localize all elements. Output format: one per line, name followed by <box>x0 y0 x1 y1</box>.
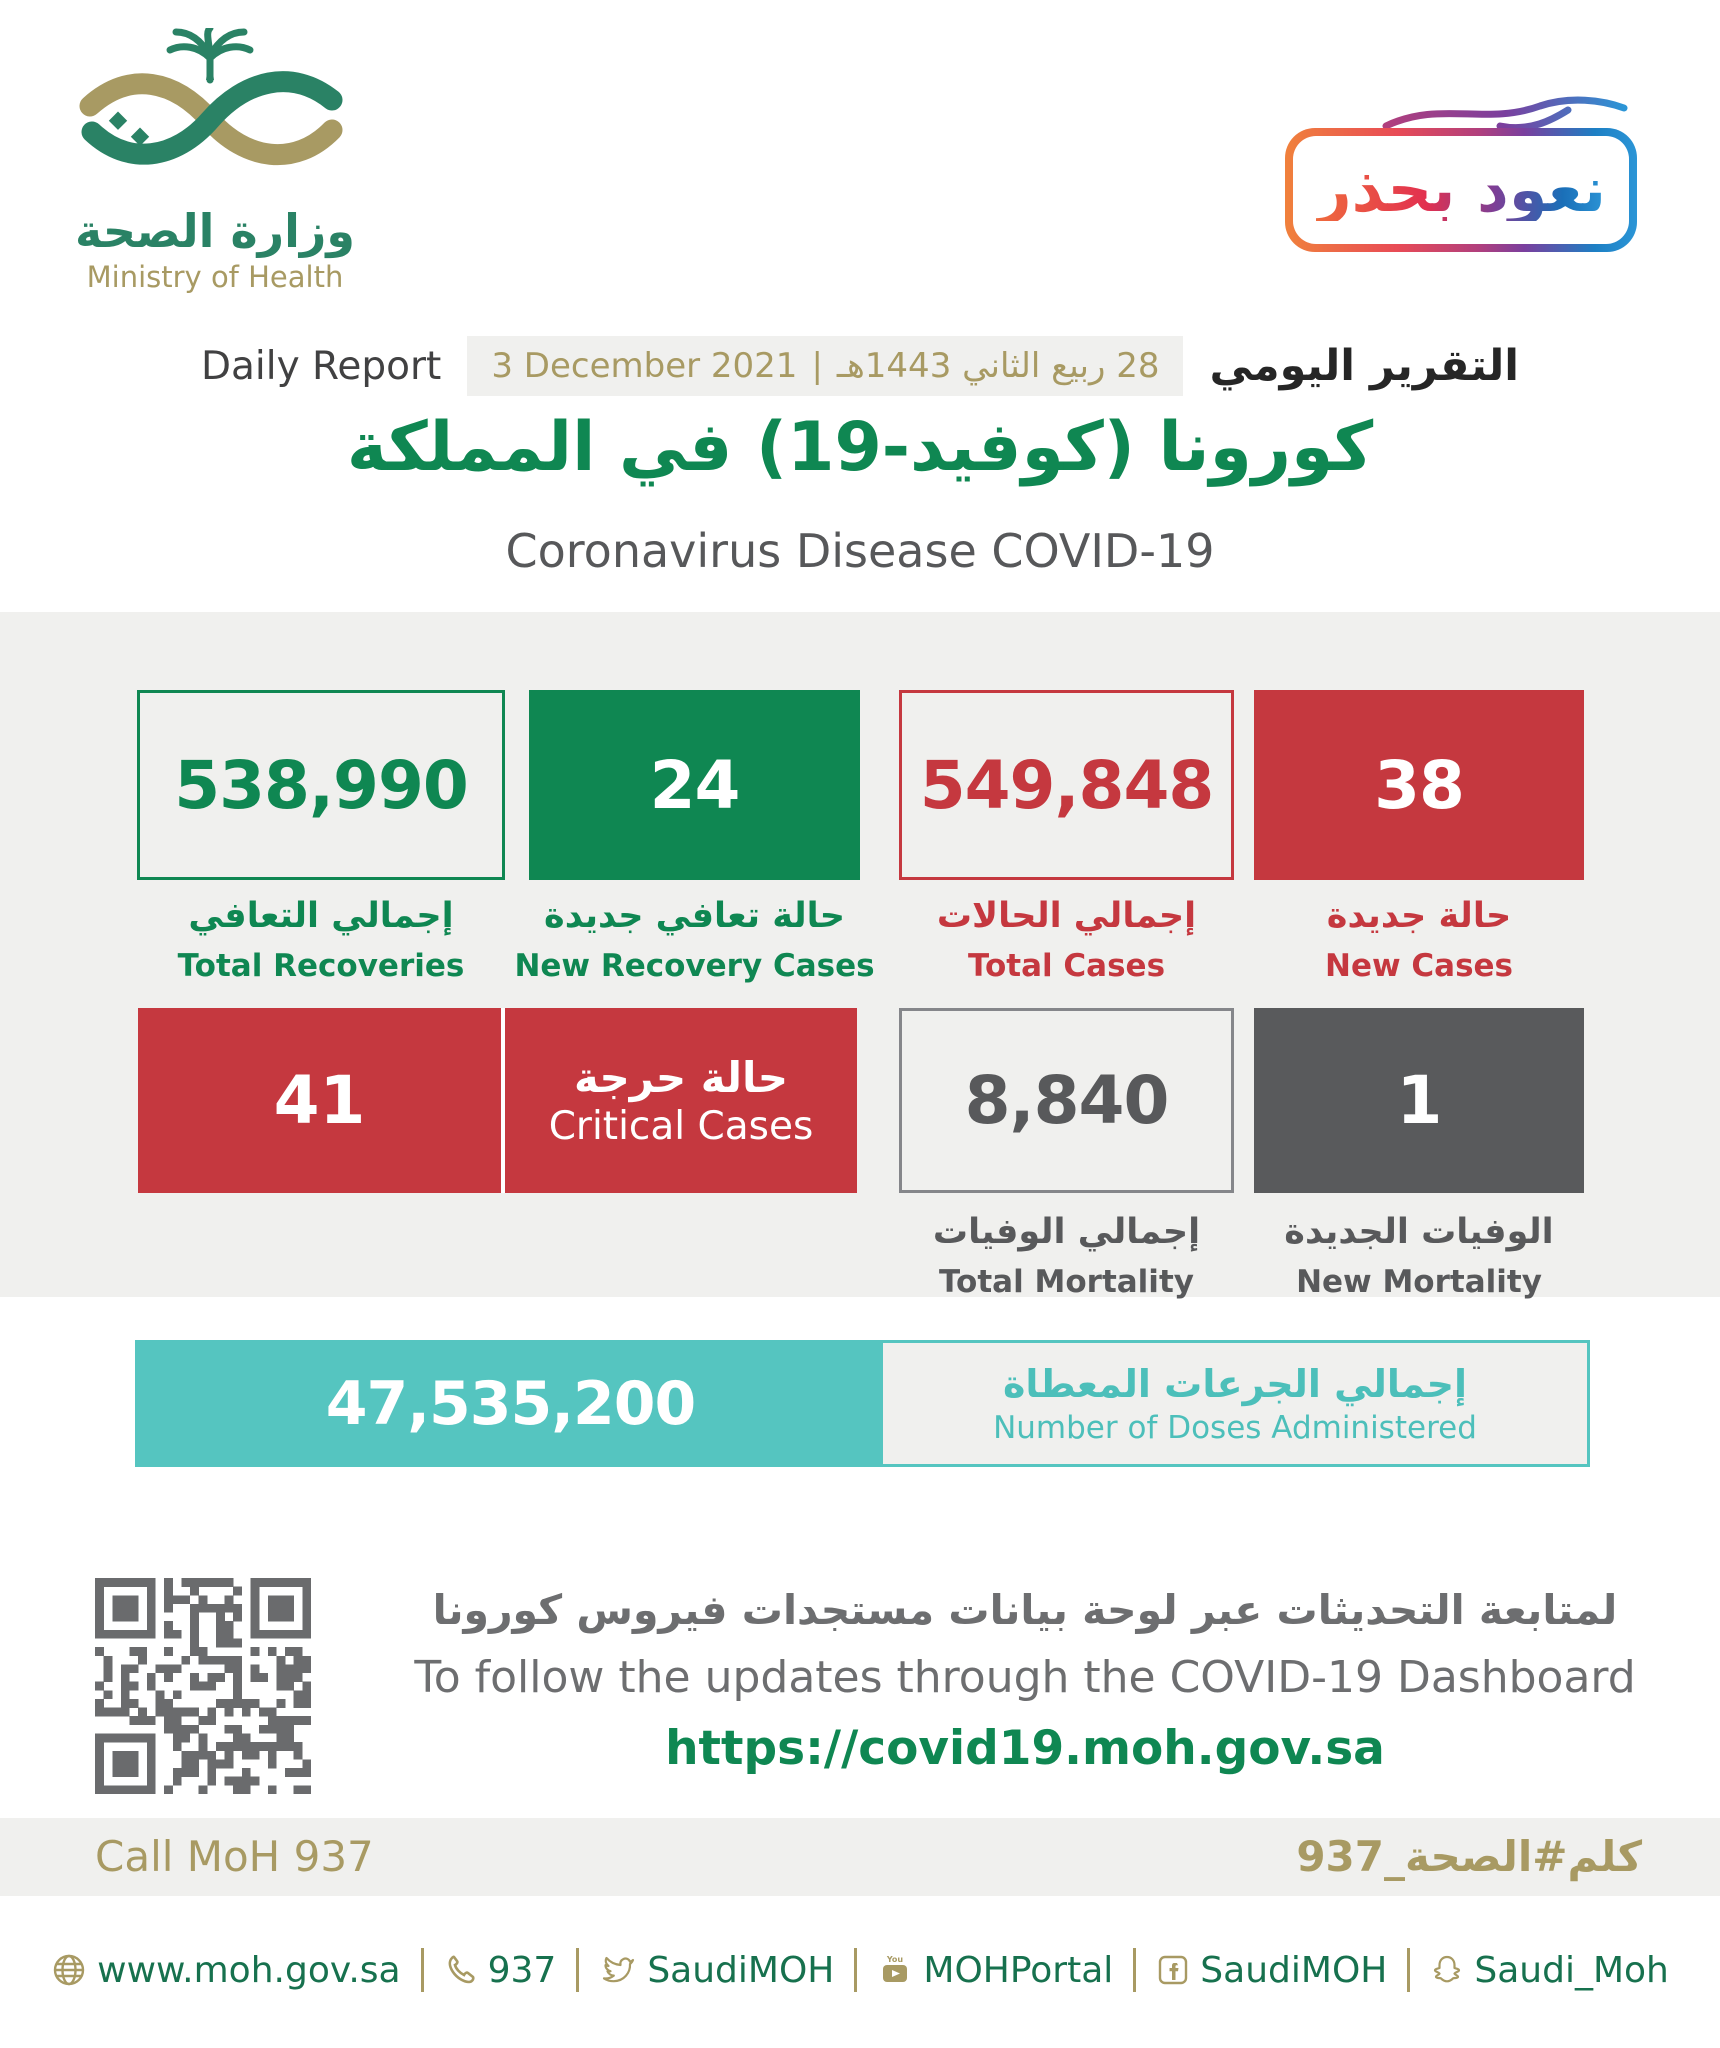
stat-card-new-mortality <box>1254 1008 1584 1193</box>
footer-item-website[interactable]: www.moh.gov.sa <box>51 1950 400 1991</box>
logo-name-arabic: وزارة الصحة <box>75 204 355 258</box>
critical-label-ar: حالة حرجة <box>573 1052 789 1102</box>
doses-administered-bar <box>135 1340 1590 1467</box>
dashboard-note-en: To follow the updates through the COVID-19 Dashboard <box>414 1652 1636 1703</box>
footer-item-youtube[interactable]: You MOHPortal <box>877 1950 1113 1991</box>
call-moh-english: Call MoH 937 <box>95 1832 374 1881</box>
moh-logo <box>60 28 370 294</box>
stat-value: 549,848 <box>919 746 1214 824</box>
daily-report-label-ar: التقرير اليومي <box>1209 341 1520 391</box>
footer-item-phone[interactable]: 937 <box>444 1950 557 1991</box>
footer-item-facebook[interactable]: SaudiMOH <box>1156 1950 1387 1991</box>
critical-value: 41 <box>138 1008 505 1193</box>
facebook-icon <box>1156 1953 1190 1987</box>
stat-card-new-cases <box>1254 690 1584 880</box>
label-total-recoveries-ar: إجمالي التعافي <box>188 896 454 936</box>
footer-separator <box>576 1948 579 1992</box>
label-total-cases-en: Total Cases <box>967 948 1166 984</box>
label-new-mortality-en: New Mortality <box>1296 1264 1542 1300</box>
svg-text:You: You <box>887 1955 904 1964</box>
stat-value: 538,990 <box>174 746 468 824</box>
twitter-icon <box>599 1953 637 1987</box>
footer-links <box>0 1948 1720 1992</box>
report-date-row <box>0 336 1720 396</box>
stat-card-total-cases <box>899 690 1234 880</box>
footer-separator <box>421 1948 424 1992</box>
stat-card-new-recoveries <box>529 690 860 880</box>
critical-label-en: Critical Cases <box>548 1103 814 1149</box>
report-date-box <box>467 336 1183 396</box>
label-new-recoveries-ar: حالة تعافي جديدة <box>544 896 845 936</box>
dashboard-note-ar: لمتابعة التحديثات عبر لوحة بيانات مستجدات فيروس كورونا <box>432 1586 1618 1634</box>
youtube-icon <box>877 1953 913 1987</box>
page-title-arabic: كورونا (كوفيد-19) في المملكة <box>346 408 1374 487</box>
stat-value: 38 <box>1374 746 1464 824</box>
footer-separator <box>1133 1948 1136 1992</box>
moh-palm-emblem-icon <box>60 28 370 200</box>
label-total-mortality-ar: إجمالي الوفيات <box>932 1212 1201 1252</box>
phone-icon <box>444 1953 478 1987</box>
stat-card-total-recoveries <box>137 690 505 880</box>
stat-card-critical-cases <box>138 1008 857 1193</box>
snapchat-icon <box>1430 1953 1464 1987</box>
stat-card-total-mortality <box>899 1008 1234 1193</box>
footer-separator <box>1407 1948 1410 1992</box>
label-total-cases-ar: إجمالي الحالات <box>936 896 1197 936</box>
date-separator: | <box>811 346 823 386</box>
footer-item-twitter[interactable]: SaudiMOH <box>599 1950 834 1991</box>
call-moh-hashtag-ar: كلم#الصحة_937 <box>1296 1832 1642 1881</box>
qr-code <box>95 1578 311 1794</box>
doses-value: 47,535,200 <box>138 1343 883 1464</box>
footer-item-snapchat[interactable]: Saudi_Moh <box>1430 1950 1668 1991</box>
footer-separator <box>854 1948 857 1992</box>
return-cautiously-badge <box>1285 128 1637 252</box>
stat-value: 24 <box>649 746 740 824</box>
label-new-mortality-ar: الوفيات الجديدة <box>1284 1212 1554 1252</box>
dashboard-note <box>330 1586 1720 1776</box>
call-moh-band <box>0 1818 1720 1896</box>
label-new-cases-en: New Cases <box>1325 948 1513 984</box>
label-new-cases-ar: حالة جديدة <box>1326 896 1512 936</box>
stat-value: 1 <box>1396 1062 1442 1139</box>
label-total-mortality-en: Total Mortality <box>939 1264 1194 1300</box>
doses-label-en: Number of Doses Administered <box>993 1409 1477 1446</box>
stat-value: 8,840 <box>964 1062 1169 1139</box>
logo-name-english: Ministry of Health <box>86 260 344 294</box>
label-total-recoveries-en: Total Recoveries <box>177 948 465 984</box>
page-title-english: Coronavirus Disease COVID-19 <box>505 524 1215 578</box>
dashboard-url-link[interactable]: https://covid19.moh.gov.sa <box>665 1721 1385 1776</box>
date-hijri: 28 ربيع الثاني 1443هـ <box>836 346 1160 386</box>
daily-report-label-en: Daily Report <box>200 343 442 389</box>
globe-icon <box>51 1952 87 1988</box>
label-new-recoveries-en: New Recovery Cases <box>514 948 875 984</box>
doses-label-ar: إجمالي الجرعات المعطاة <box>1003 1361 1467 1406</box>
date-gregorian: 3 December 2021 <box>491 346 798 386</box>
badge-text: نعود بحذر <box>1315 153 1607 226</box>
